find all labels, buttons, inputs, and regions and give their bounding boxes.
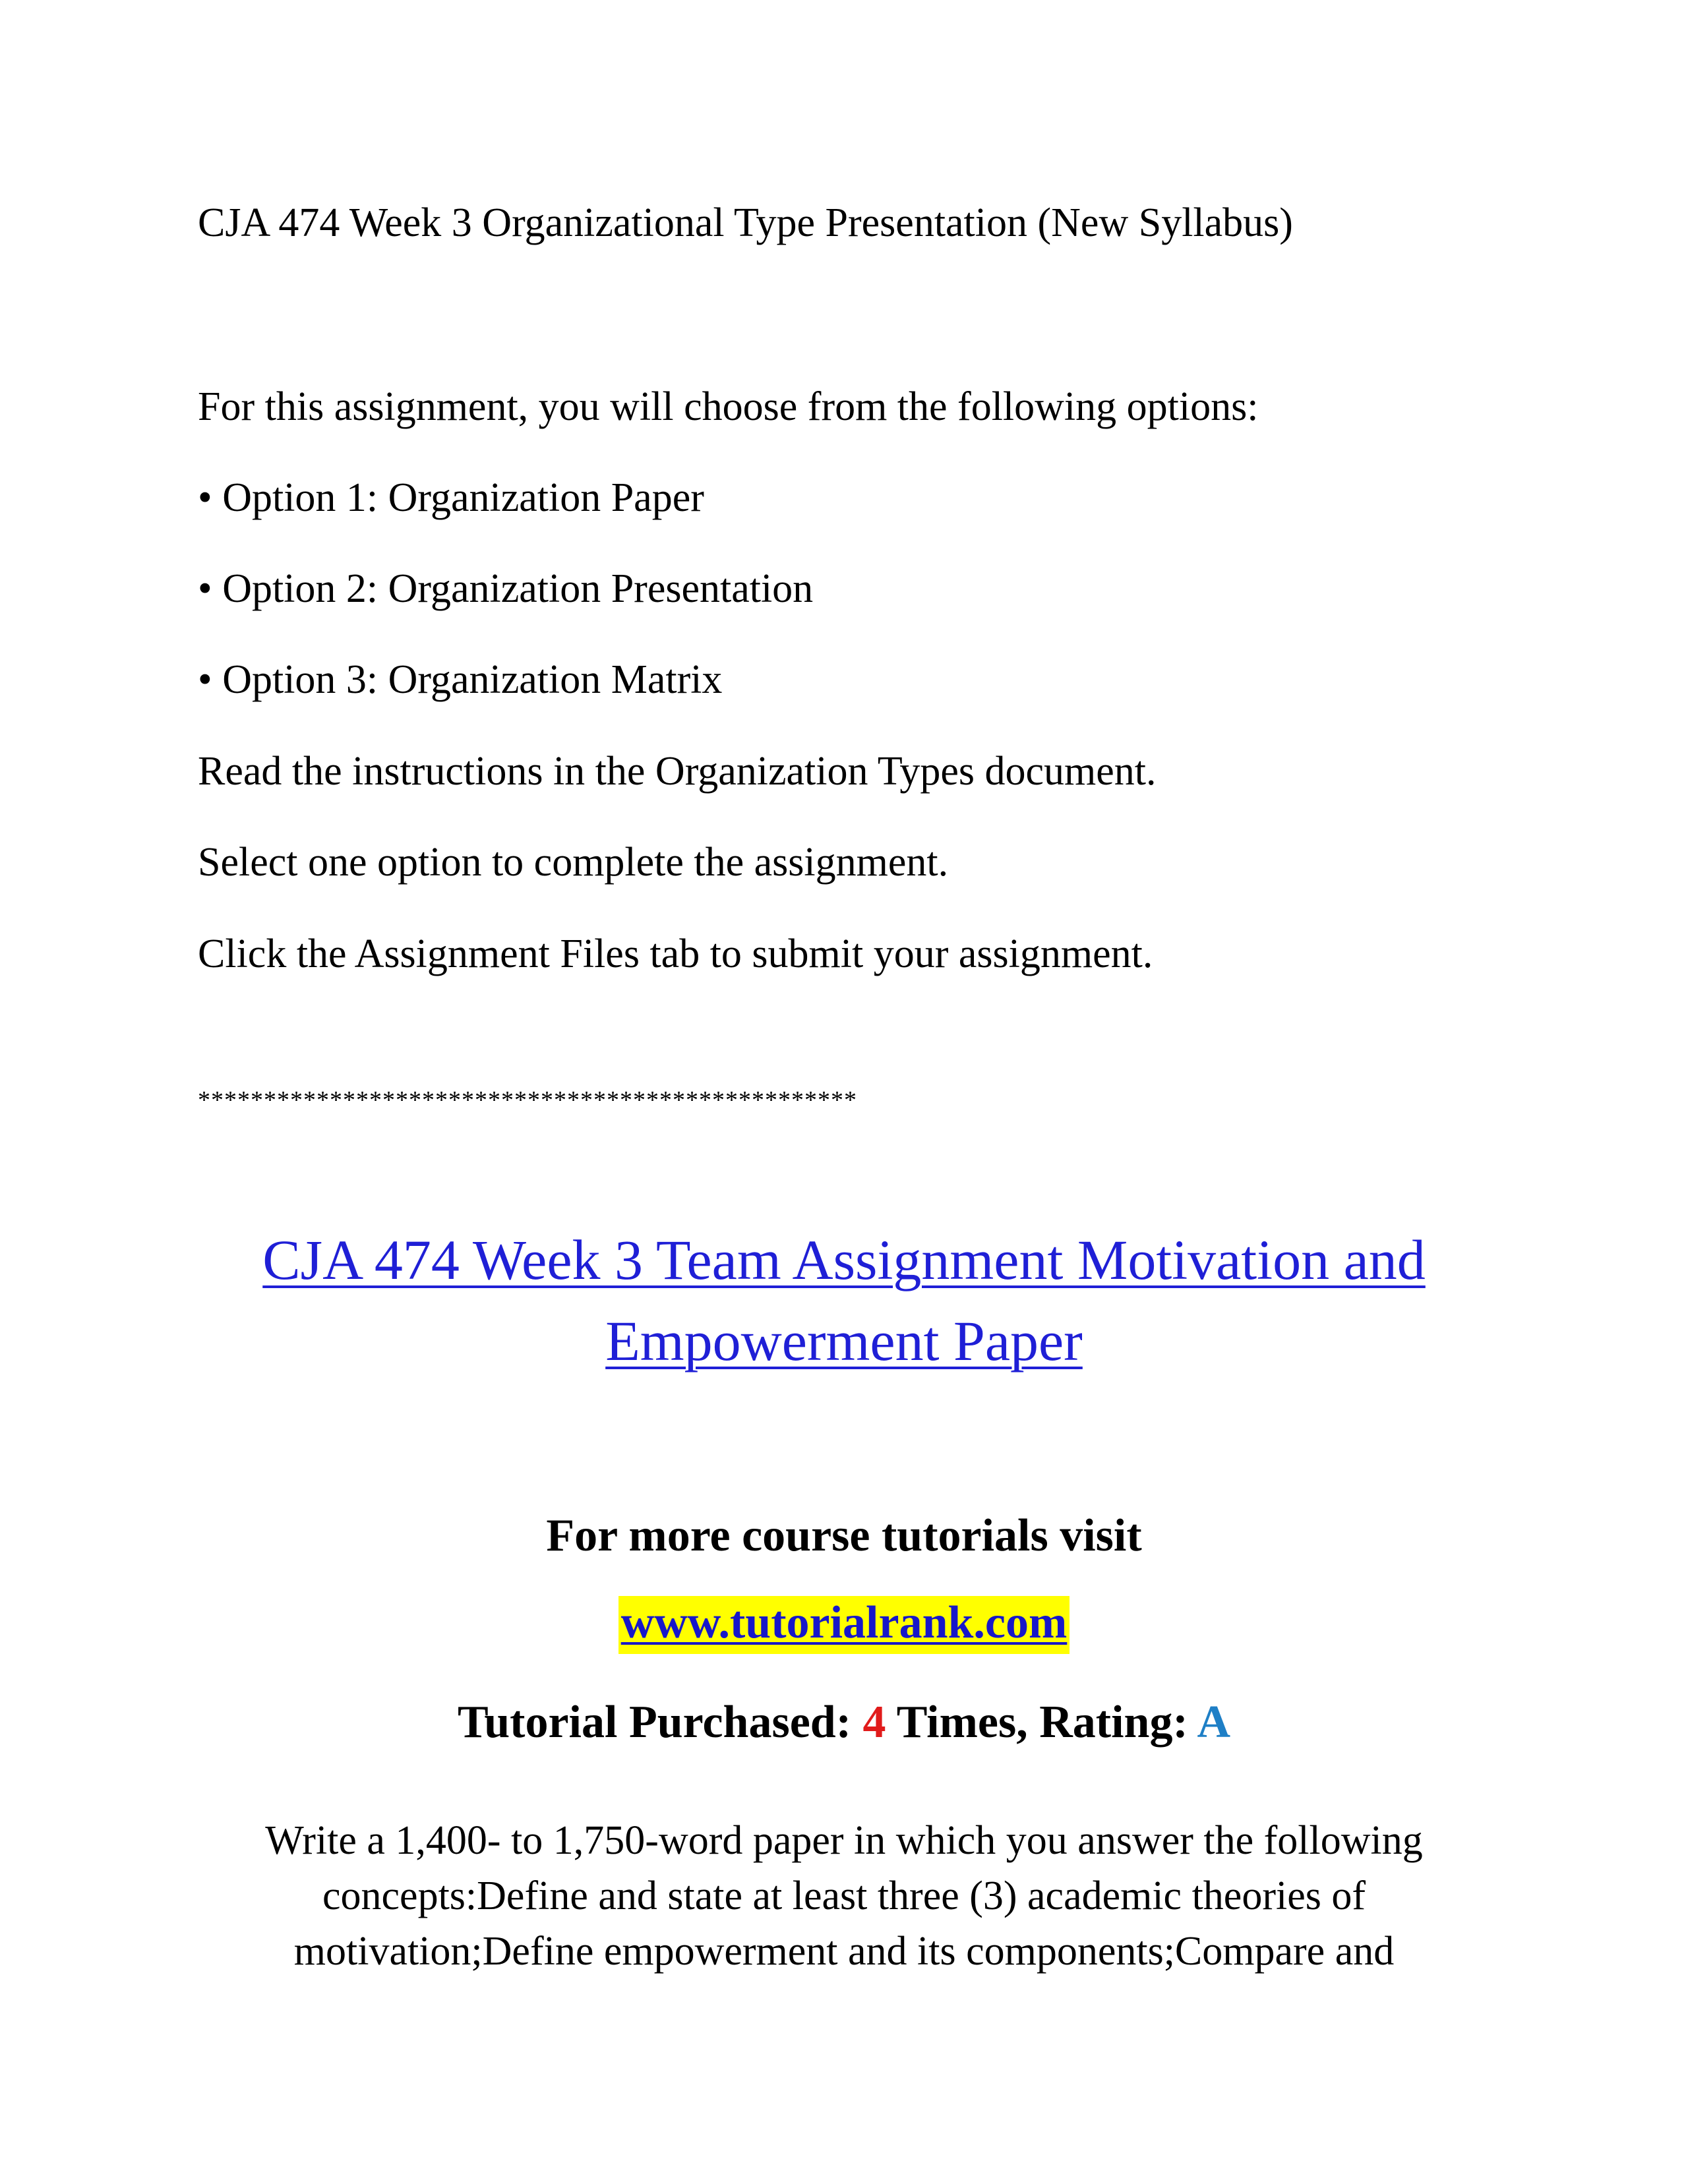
website-link[interactable]: www.tutorialrank.com xyxy=(618,1596,1070,1654)
description-line-1: Write a 1,400- to 1,750-word paper in which you answer the following xyxy=(265,1818,1423,1863)
purchase-middle: Times, Rating: xyxy=(886,1697,1197,1748)
option-1: • Option 1: Organization Paper xyxy=(198,475,704,520)
instruction-submit: Click the Assignment Files tab to submit your assignment. xyxy=(198,931,1153,976)
description-line-2: concepts:Define and state at least three (3) academic theories of xyxy=(322,1874,1366,1918)
next-assignment-title-line-1[interactable]: CJA 474 Week 3 Team Assignment Motivation and xyxy=(262,1228,1426,1291)
asterisk-separator: ************************************************** xyxy=(198,1086,857,1114)
purchase-count: 4 xyxy=(862,1697,886,1748)
rating-value: A xyxy=(1197,1697,1230,1748)
paper-description xyxy=(0,1813,1688,1979)
instruction-select: Select one option to complete the assignment. xyxy=(198,840,949,885)
assignment-intro: For this assignment, you will choose from the following options: xyxy=(198,384,1259,429)
course-tutorials-prompt: For more course tutorials visit xyxy=(546,1510,1142,1561)
next-assignment-title-line-2[interactable]: Empowerment Paper xyxy=(605,1309,1083,1372)
document-heading: CJA 474 Week 3 Organizational Type Presentation (New Syllabus) xyxy=(198,200,1293,245)
purchase-prefix: Tutorial Purchased: xyxy=(457,1697,863,1748)
option-3: • Option 3: Organization Matrix xyxy=(198,657,723,702)
instruction-read: Read the instructions in the Organization Types document. xyxy=(198,749,1157,794)
website-container xyxy=(0,1596,1688,1654)
option-2: • Option 2: Organization Presentation xyxy=(198,566,814,611)
purchase-rating-line xyxy=(0,1699,1688,1746)
description-line-3: motivation;Define empowerment and its components;Compare and xyxy=(293,1929,1395,1974)
next-assignment-title[interactable] xyxy=(0,1220,1688,1382)
